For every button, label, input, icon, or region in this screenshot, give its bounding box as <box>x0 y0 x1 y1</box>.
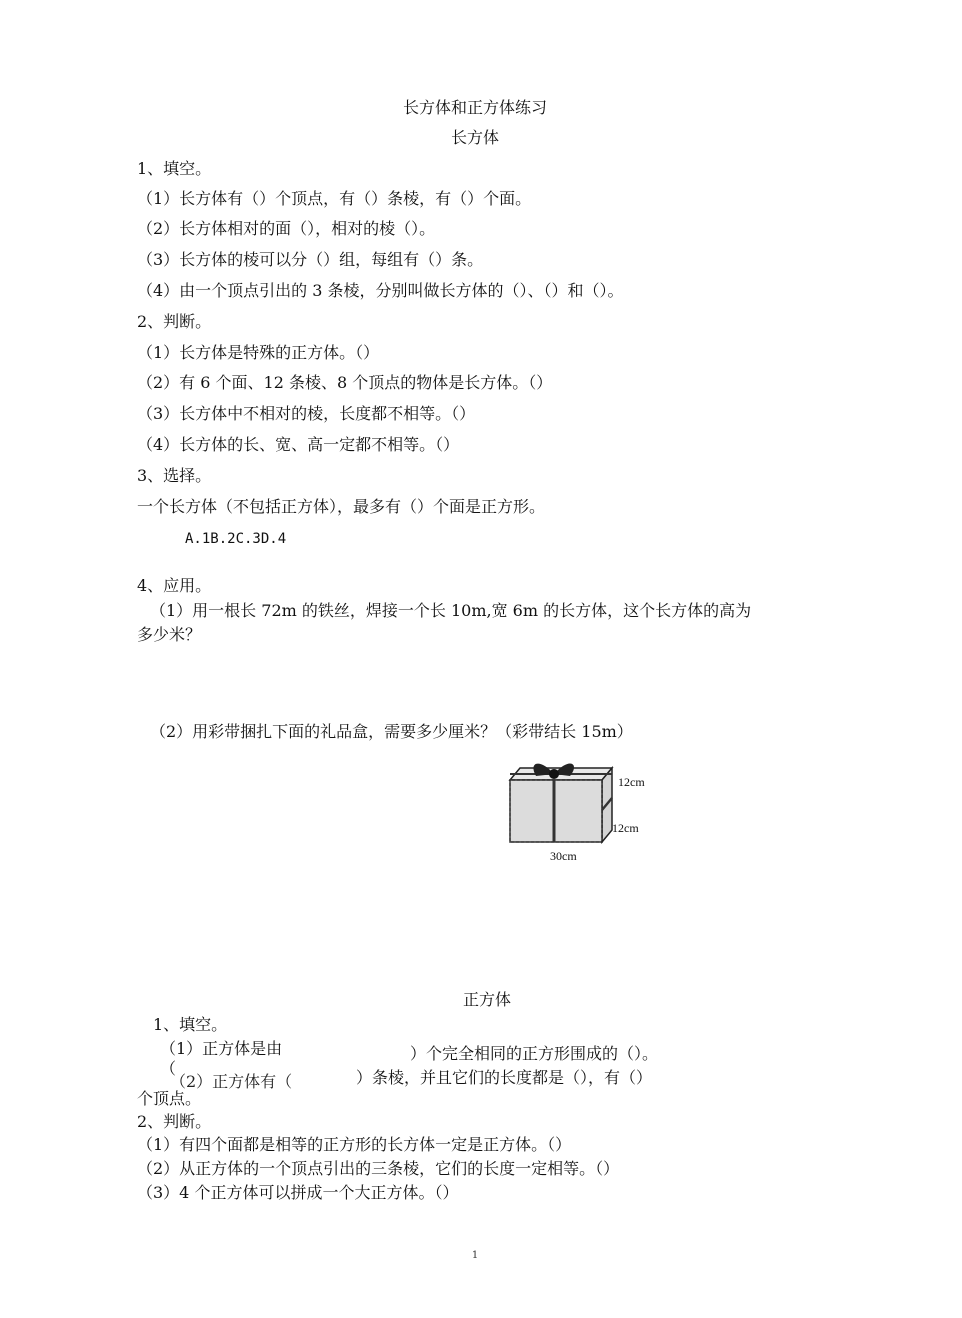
s2-q1-item-2-left-mark: （ <box>160 1059 177 1078</box>
q1-item-2: （2）长方体相对的面（），相对的棱（）。 <box>137 219 436 238</box>
page-title: 长方体和正方体练习 <box>402 98 547 117</box>
s2-q1-item-2-right: ）条棱，并且它们的长度都是（），有（） <box>356 1068 653 1087</box>
q2-item-2: （2）有 6 个面、12 条棱、8 个顶点的物体是长方体。（） <box>137 373 553 392</box>
s2-q2-item-3: （3）4 个正方体可以拼成一个大正方体。（） <box>137 1183 459 1202</box>
q3-label: 3、选择。 <box>137 466 212 485</box>
gift-box-figure <box>488 752 678 864</box>
height-label: 12cm <box>618 775 645 789</box>
s2-q2-label: 2、判断。 <box>137 1112 212 1131</box>
q4-item-1-line-2: 多少米？ <box>137 625 202 644</box>
q2-label: 2、判断。 <box>137 312 212 331</box>
s2-q2-item-1: （1）有四个面都是相等的正方形的长方体一定是正方体。（） <box>137 1135 572 1154</box>
q2-item-1: （1）长方体是特殊的正方体。（） <box>137 343 380 362</box>
q2-item-3: （3）长方体中不相对的棱，长度都不相等。（） <box>137 404 476 423</box>
q3-options: A.1B.2C.3D.4 <box>185 531 287 547</box>
s2-q1-item-2-overlap: （2）正方体有（ <box>170 1072 293 1091</box>
width-label: 30cm <box>550 849 577 863</box>
q1-item-1: （1）长方体有（）个顶点，有（）条棱，有（）个面。 <box>137 189 532 208</box>
section-heading-cube: 正方体 <box>462 990 511 1009</box>
section-heading-cuboid: 长方体 <box>450 128 499 147</box>
s2-q1-item-1-left: （1）正方体是由 <box>160 1039 283 1058</box>
s2-q1-label: 1、填空。 <box>153 1015 228 1034</box>
q4-item-1-line-1: （1）用一根长 72m 的铁丝，焊接一个长 10m,宽 6m 的长方体，这个长方体的高为 <box>150 601 752 620</box>
q4-label: 4、应用。 <box>137 576 212 595</box>
page-number: 1 <box>471 1250 479 1261</box>
s2-q1-item-1-right: ）个完全相同的正方形围成的（）。 <box>410 1044 659 1063</box>
q4-item-2: （2）用彩带捆扎下面的礼品盒，需要多少厘米？（彩带结长 15m） <box>150 722 633 741</box>
q1-item-3: （3）长方体的棱可以分（）组，每组有（）条。 <box>137 250 484 269</box>
q1-item-4: （4）由一个顶点引出的 3 条棱，分别叫做长方体的（）、（）和（）。 <box>137 281 624 300</box>
q2-item-4: （4）长方体的长、宽、高一定都不相等。（） <box>137 435 460 454</box>
q3-question: 一个长方体（不包括正方体），最多有（）个面是正方形。 <box>137 497 546 516</box>
s2-q1-item-2-cont: 个顶点。 <box>137 1089 202 1108</box>
s2-q2-item-2: （2）从正方体的一个顶点引出的三条棱，它们的长度一定相等。（） <box>137 1159 620 1178</box>
box-body <box>510 768 612 842</box>
depth-label: 12cm <box>612 821 639 835</box>
q1-label: 1、填空。 <box>137 159 212 178</box>
